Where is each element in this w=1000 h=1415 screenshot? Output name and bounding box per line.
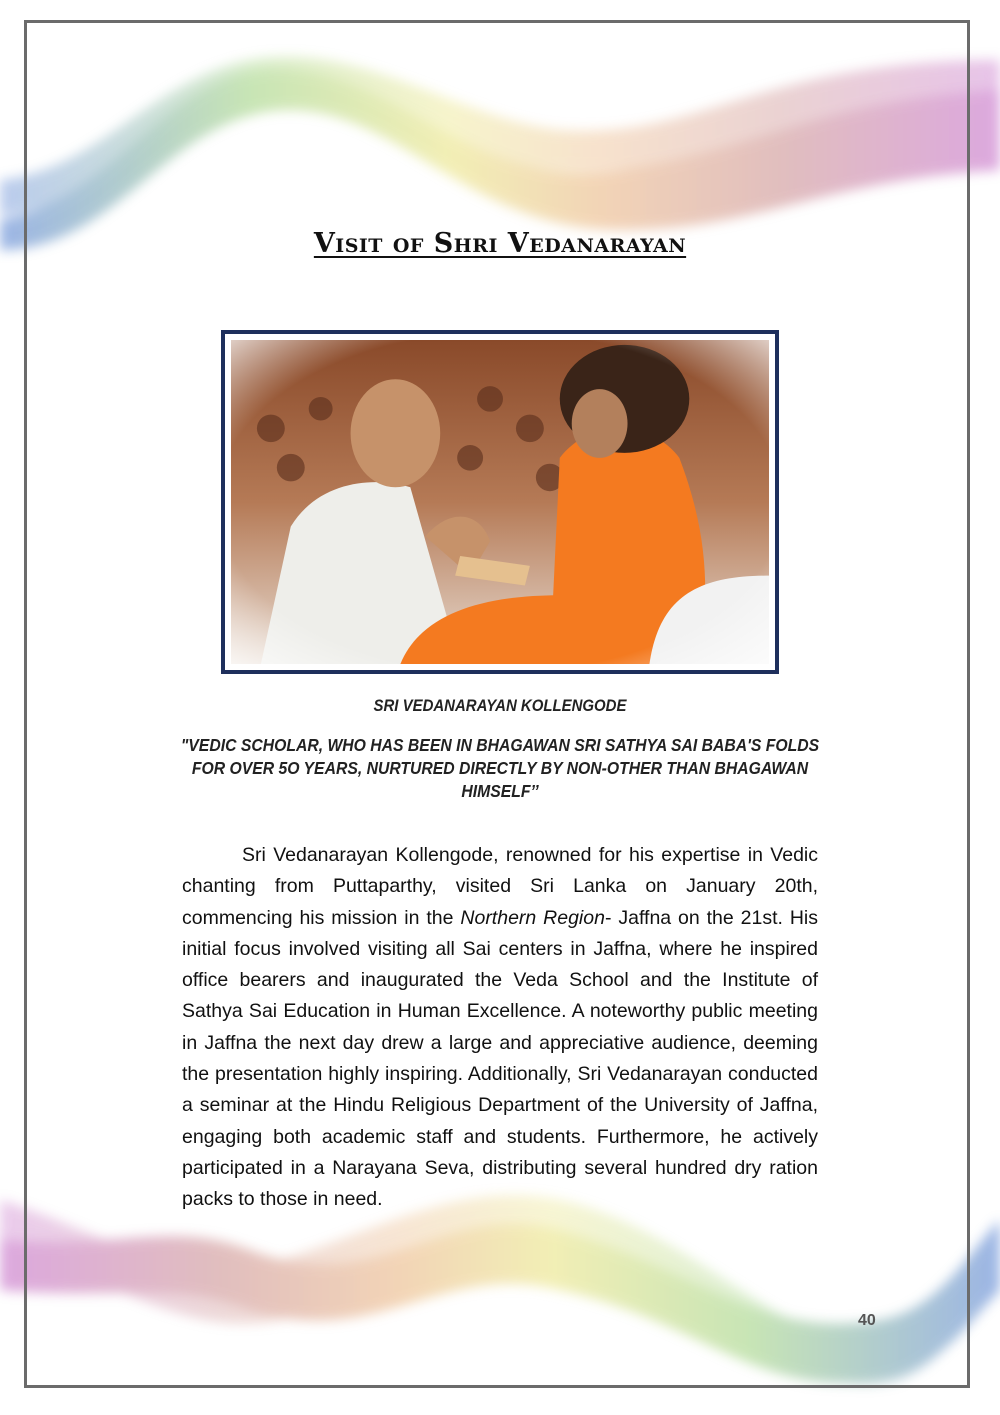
body-text-part1: Sri Vedanarayan Kollengode, renowned for his expertise in Vedic chanting from Puttaparthy, visited Sri Lanka on January 20th, commencing his mission in the: [182, 844, 818, 929]
body-paragraph: [182, 840, 818, 1216]
page-number: 40: [858, 1312, 876, 1329]
photo-vedanarayan-with-baba: [231, 340, 769, 664]
page-title: Visit of Shri Vedanarayan: [313, 228, 687, 259]
body-text-italic: Northern Region: [460, 906, 605, 929]
photo-frame: [221, 330, 779, 674]
photo-caption-name: SRI VEDANARAYAN KOLLENGODE: [373, 696, 627, 715]
body-text-part2: - Jaffna on the 21st. His initial focus involved visiting all Sai centers in Jaffna, where he inspired office bearers and inaugurated the Veda School and the Institute of Sathya Sai Education in Human Excellence. A noteworthy public meeting in Jaffna the next day drew a large and appreciative audience, deeming the presentation highly inspiring. Additionally, Sri Vedanarayan conducted a seminar at the Hindu Religious Department of the University of Jaffna, engaging both academic staff and students. Furthermore, he actively participated in a Narayana Seva, distributing several hundred dry ration packs to those in need.: [182, 906, 818, 1211]
photo-caption-quote: "VEDIC SCHOLAR, WHO HAS BEEN IN BHAGAWAN SRI SATHYA SAI BABA'S FOLDS FOR OVER 5O YEARS, NURTURED DIRECTLY BY NON-OTHER THAN BHAGAWAN HIMSELF’’: [180, 735, 820, 801]
